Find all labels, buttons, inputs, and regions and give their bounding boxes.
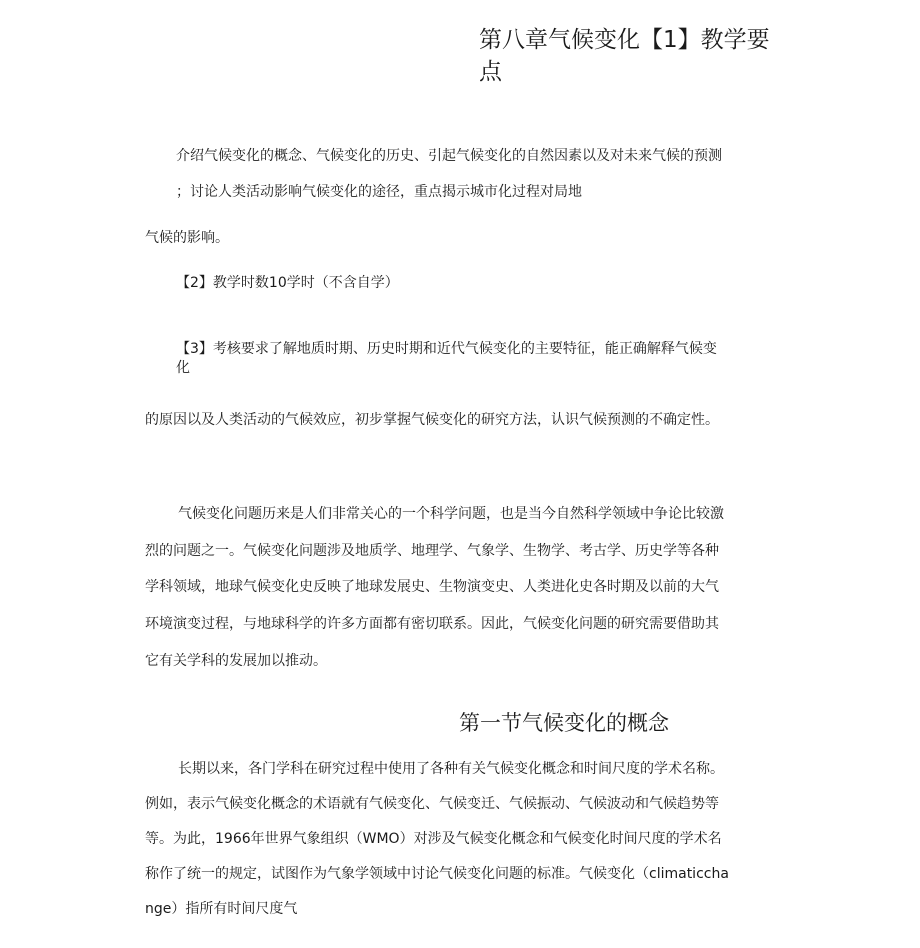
para1-line: 学科领域，地球气候变化史反映了地球发展史、生物演变史、人类进化史各时期及以前的大气: [145, 579, 719, 595]
para1-line: 气候变化问题历来是人们非常关心的一个科学问题，也是当今自然科学领域中争论比较激: [178, 506, 724, 522]
item-3-line-2: 化: [176, 360, 190, 376]
item-3-line-3: 的原因以及人类活动的气候效应，初步掌握气候变化的研究方法，认识气候预测的不确定性。: [145, 412, 719, 428]
para2-line: 长期以来，各门学科在研究过程中使用了各种有关气候变化概念和时间尺度的学术名称。: [178, 761, 724, 777]
para1-line: 环境演变过程，与地球科学的许多方面都有密切联系。因此，气候变化问题的研究需要借助其: [145, 616, 719, 632]
para1-line: 烈的问题之一。气候变化问题涉及地质学、地理学、气象学、生物学、考古学、历史学等各种: [145, 543, 719, 559]
para2-line: 称作了统一的规定，试图作为气象学领域中讨论气候变化问题的标准。气候变化（climaticcha: [145, 866, 729, 882]
page-title: 第八章气候变化【1】教学要点: [479, 27, 770, 85]
para2-line: nge）指所有时间尺度气: [145, 901, 298, 917]
para2-line: 等。为此，1966年世界气象组织（WMO）对涉及气候变化概念和气候变化时间尺度的学术名: [145, 831, 722, 847]
intro-line-3: 气候的影响。: [145, 230, 229, 246]
section-title: 第一节气候变化的概念: [459, 711, 669, 735]
para2-line: 例如，表示气候变化概念的术语就有气候变化、气候变迁、气候振动、气候波动和气候趋势等: [145, 796, 719, 812]
item-3-line-1: 【3】考核要求了解地质时期、历史时期和近代气候变化的主要特征，能正确解释气候变: [176, 341, 717, 357]
para1-line: 它有关学科的发展加以推动。: [145, 653, 327, 669]
item-2-hours: 【2】教学时数10学时（不含自学）: [176, 275, 399, 291]
intro-line-1: 介绍气候变化的概念、气候变化的历史、引起气候变化的自然因素以及对未来气候的预测: [176, 148, 722, 164]
intro-line-2: ；讨论人类活动影响气候变化的途径，重点揭示城市化过程对局地: [176, 184, 582, 200]
